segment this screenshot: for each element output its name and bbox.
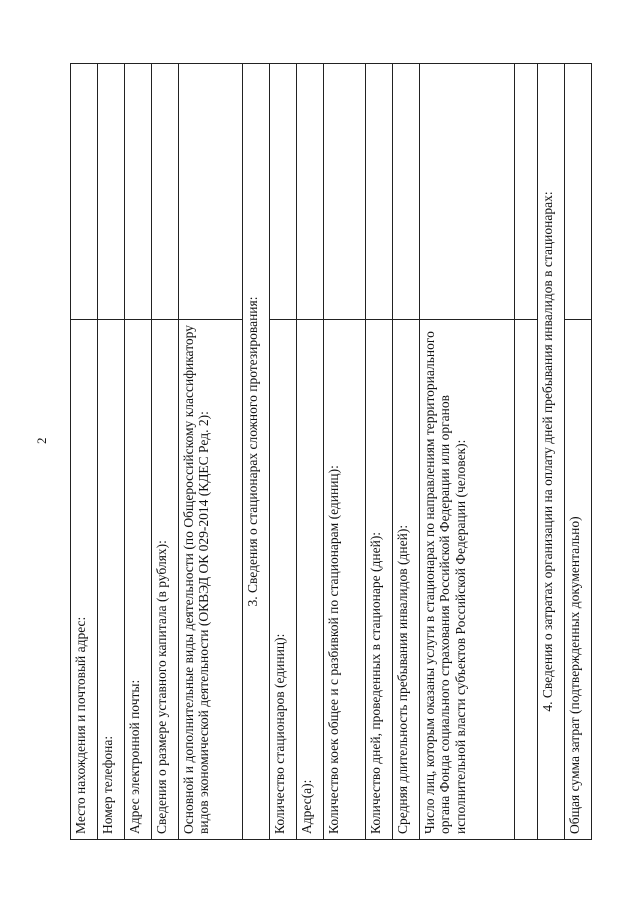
field-label-bed-count: Количество коек общее и с разбивкой по стационарам (единиц): xyxy=(324,320,366,840)
table-row xyxy=(392,64,419,840)
field-label-charter-capital: Сведения о размере уставного капитала (в рублях): xyxy=(151,320,178,840)
field-value-email[interactable] xyxy=(124,64,151,320)
field-value-location-address[interactable] xyxy=(71,64,98,320)
field-label-phone: Номер телефона: xyxy=(97,320,124,840)
field-label-email: Адрес электронной почты: xyxy=(124,320,151,840)
field-value-activity-types[interactable] xyxy=(178,64,242,320)
table-row xyxy=(243,64,270,840)
table-row xyxy=(419,64,514,840)
table-row xyxy=(178,64,242,840)
field-value-bed-count[interactable] xyxy=(324,64,366,320)
field-value-total-costs[interactable] xyxy=(564,64,591,320)
application-form-table xyxy=(70,63,592,840)
table-row xyxy=(515,64,538,840)
field-label-location-address: Место нахождения и почтовый адрес: xyxy=(71,320,98,840)
field-value-phone[interactable] xyxy=(97,64,124,320)
table-row xyxy=(97,64,124,840)
rotated-form-page xyxy=(70,64,592,840)
table-row xyxy=(124,64,151,840)
empty-value-cell[interactable] xyxy=(515,64,538,320)
section-heading-costs: 4. Сведения о затратах организации на оплату дней пребывания инвалидов в стационарах: xyxy=(537,64,564,840)
field-label-days-in-hospital: Количество дней, проведенных в стационаре (дней): xyxy=(365,320,392,840)
field-label-total-costs: Общая сумма затрат (подтвержденных документально) xyxy=(564,320,591,840)
table-row xyxy=(297,64,324,840)
field-value-hospital-count[interactable] xyxy=(270,64,297,320)
field-label-average-stay: Средняя длительность пребывания инвалидов (дней): xyxy=(392,320,419,840)
field-label-addresses: Адрес(а): xyxy=(297,320,324,840)
table-row xyxy=(537,64,564,840)
field-value-average-stay[interactable] xyxy=(392,64,419,320)
table-row xyxy=(270,64,297,840)
field-label-persons-served: Число лиц, которым оказаны услуги в стационарах по направлениям территориального органа Фонда социального страхования Российской Федерации или органов исполнительной власти субъектов Российской Федерации (человек): xyxy=(419,320,514,840)
table-row xyxy=(365,64,392,840)
empty-cell xyxy=(515,320,538,840)
page-number: 2 xyxy=(34,437,49,444)
field-value-persons-served[interactable] xyxy=(419,64,514,320)
field-label-activity-types: Основной и дополнительные виды деятельности (по Общероссийскому классификатору видов экономической деятельности (ОКВЭД ОК 029-2014 (КДЕС Ред. 2): xyxy=(178,320,242,840)
section-heading-hospitals: 3. Сведения о стационарах сложного протезирования: xyxy=(243,64,270,840)
table-row xyxy=(71,64,98,840)
field-value-days-in-hospital[interactable] xyxy=(365,64,392,320)
field-label-hospital-count: Количество стационаров (единиц): xyxy=(270,320,297,840)
field-value-addresses[interactable] xyxy=(297,64,324,320)
table-row xyxy=(324,64,366,840)
table-row xyxy=(151,64,178,840)
field-value-charter-capital[interactable] xyxy=(151,64,178,320)
table-row xyxy=(564,64,591,840)
